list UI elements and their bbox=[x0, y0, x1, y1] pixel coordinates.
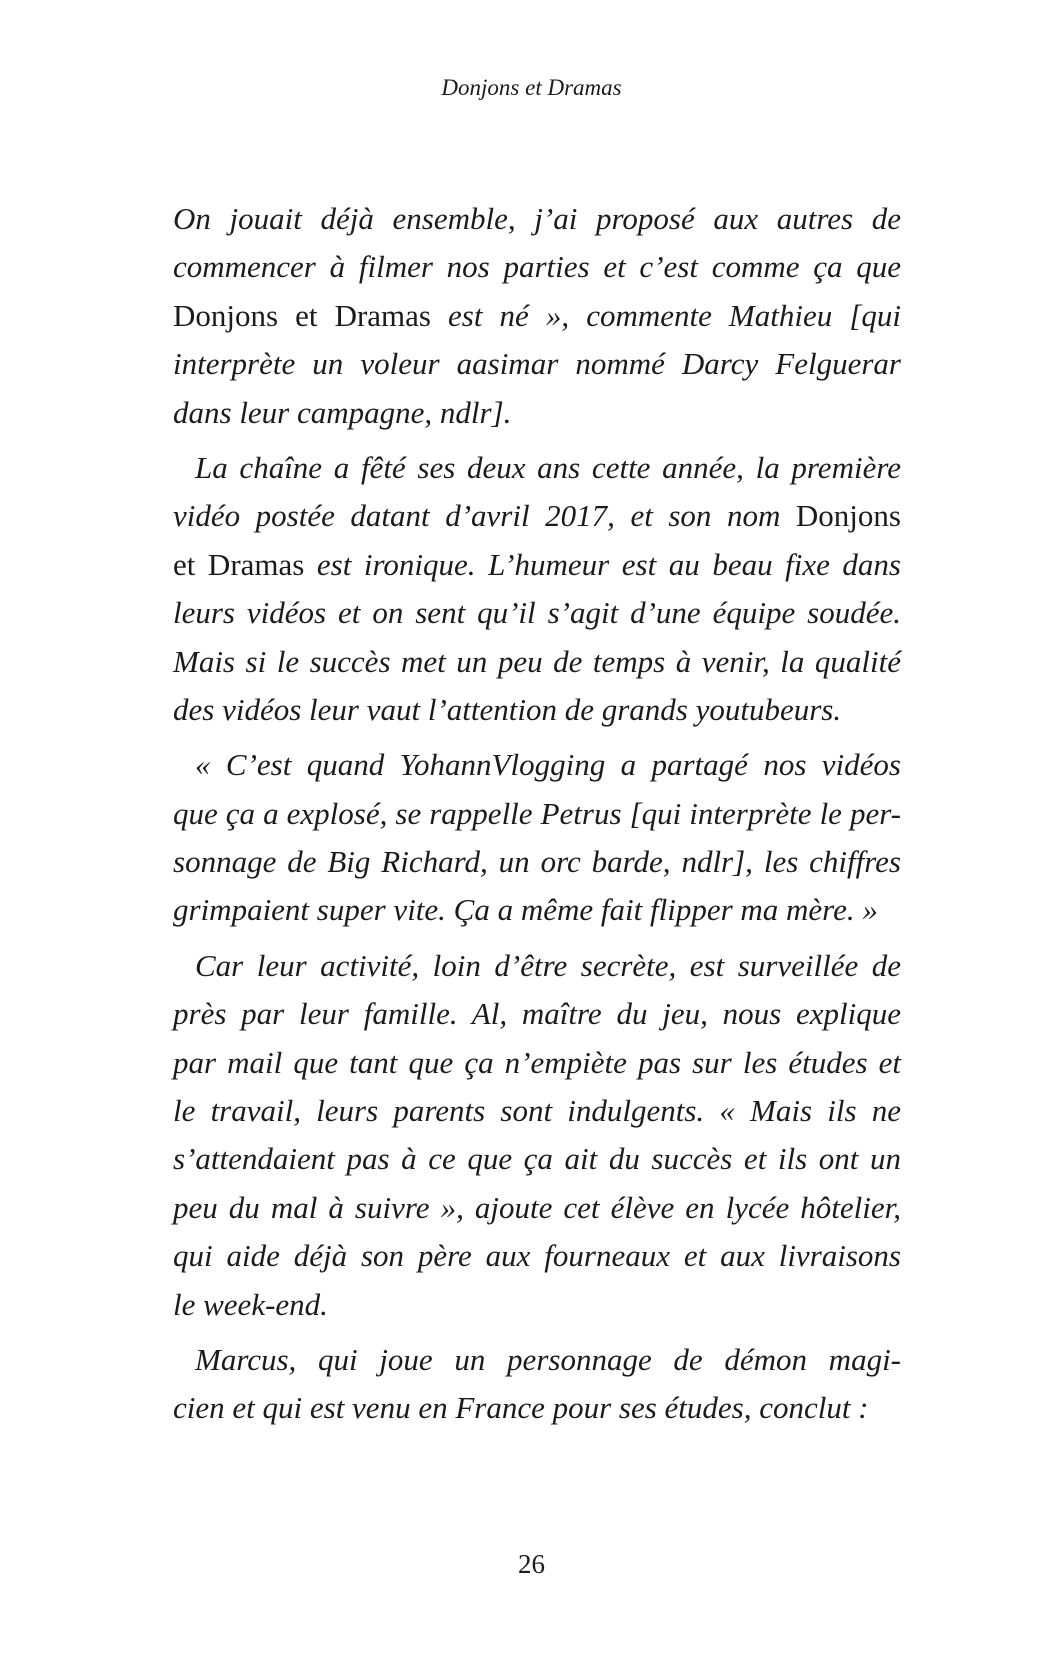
text-line bbox=[173, 638, 901, 686]
italic-text-run: On jouait déjà ensemble, j’ai proposé aux autres de bbox=[173, 201, 901, 236]
italic-text-run: commencer à filmer nos parties et c’est comme ça que bbox=[173, 249, 901, 285]
text-line bbox=[173, 886, 901, 934]
italic-text-run: est ironique. L’humeur est au beau fixe dans bbox=[304, 546, 902, 582]
text-line bbox=[173, 541, 901, 589]
text-line bbox=[173, 340, 901, 388]
text-line bbox=[173, 1087, 901, 1135]
italic-text-run: que ça a explosé, se rappelle Petrus [qui interprète le per- bbox=[173, 795, 901, 831]
text-line bbox=[173, 1281, 901, 1329]
text-line bbox=[173, 1184, 901, 1232]
italic-text-run: Marcus, qui joue un personnage de démon magi- bbox=[195, 1341, 901, 1377]
text-line bbox=[173, 1135, 901, 1183]
text-line bbox=[173, 942, 901, 990]
italic-text-run: qui aide déjà son père aux fourneaux et aux livraisons bbox=[173, 1238, 901, 1274]
italic-text-run: le week-end. bbox=[173, 1286, 328, 1322]
text-line bbox=[173, 686, 901, 734]
text-line bbox=[173, 389, 901, 437]
text-line bbox=[173, 1039, 901, 1087]
text-line bbox=[173, 1384, 901, 1432]
italic-text-run: cien et qui est venu en France pour ses études, conclut : bbox=[173, 1390, 869, 1426]
text-line bbox=[173, 990, 901, 1038]
italic-text-run: La chaîne a fêté ses deux ans cette année, la première bbox=[195, 449, 901, 485]
italic-text-run: interprète un voleur aasimar nommé Darcy Felguerar bbox=[173, 346, 901, 382]
italic-text-run: est né », commente Mathieu [qui bbox=[430, 297, 901, 333]
body-text bbox=[173, 195, 901, 1433]
text-line bbox=[173, 838, 901, 886]
text-line bbox=[173, 243, 901, 291]
italic-text-run: des vidéos leur vaut l’attention de grands youtubeurs. bbox=[173, 691, 842, 727]
italic-text-run: dans leur campagne, ndlr]. bbox=[173, 394, 512, 430]
text-line bbox=[173, 589, 901, 637]
italic-text-run: Mais si le succès met un peu de temps à venir, la qualité bbox=[173, 643, 901, 679]
roman-text-run: Donjons bbox=[795, 498, 901, 534]
text-line bbox=[173, 292, 901, 340]
italic-text-run: le travail, leurs parents sont indulgents. « Mais ils ne bbox=[173, 1093, 901, 1129]
italic-text-run: vidéo postée datant d’avril 2017, et son nom bbox=[173, 498, 796, 534]
page-number: 26 bbox=[518, 1549, 545, 1579]
italic-text-run: près par leur famille. Al, maître du jeu, nous explique bbox=[173, 996, 901, 1032]
italic-text-run: « C’est quand YohannVlogging a partagé nos vidéos bbox=[195, 747, 901, 783]
italic-text-run: grimpaient super vite. Ça a même fait flipper ma mère. » bbox=[173, 892, 878, 928]
text-line bbox=[173, 1336, 901, 1384]
italic-text-run: s’attendaient pas à ce que ça ait du succès et ils ont un bbox=[173, 1141, 901, 1177]
text-line bbox=[173, 444, 901, 492]
italic-text-run: peu du mal à suivre », ajoute cet élève en lycée hôtelier, bbox=[173, 1189, 901, 1225]
text-line bbox=[173, 492, 901, 540]
italic-text-run: par mail que tant que ça n’empiète pas sur les études et bbox=[173, 1044, 901, 1080]
roman-text-run: et Dramas bbox=[173, 546, 305, 582]
italic-text-run: leurs vidéos et on sent qu’il s’agit d’une équipe soudée. bbox=[173, 595, 901, 631]
text-line bbox=[173, 790, 901, 838]
roman-text-run: Donjons et Dramas bbox=[173, 297, 431, 333]
text-line bbox=[173, 741, 901, 789]
running-head: Donjons et Dramas bbox=[441, 75, 622, 100]
text-line bbox=[173, 195, 901, 243]
italic-text-run: Car leur activité, loin d’être secrète, est surveillée de bbox=[195, 947, 901, 983]
text-line bbox=[173, 1232, 901, 1280]
italic-text-run: sonnage de Big Richard, un orc barde, ndlr], les chiffres bbox=[173, 844, 901, 880]
